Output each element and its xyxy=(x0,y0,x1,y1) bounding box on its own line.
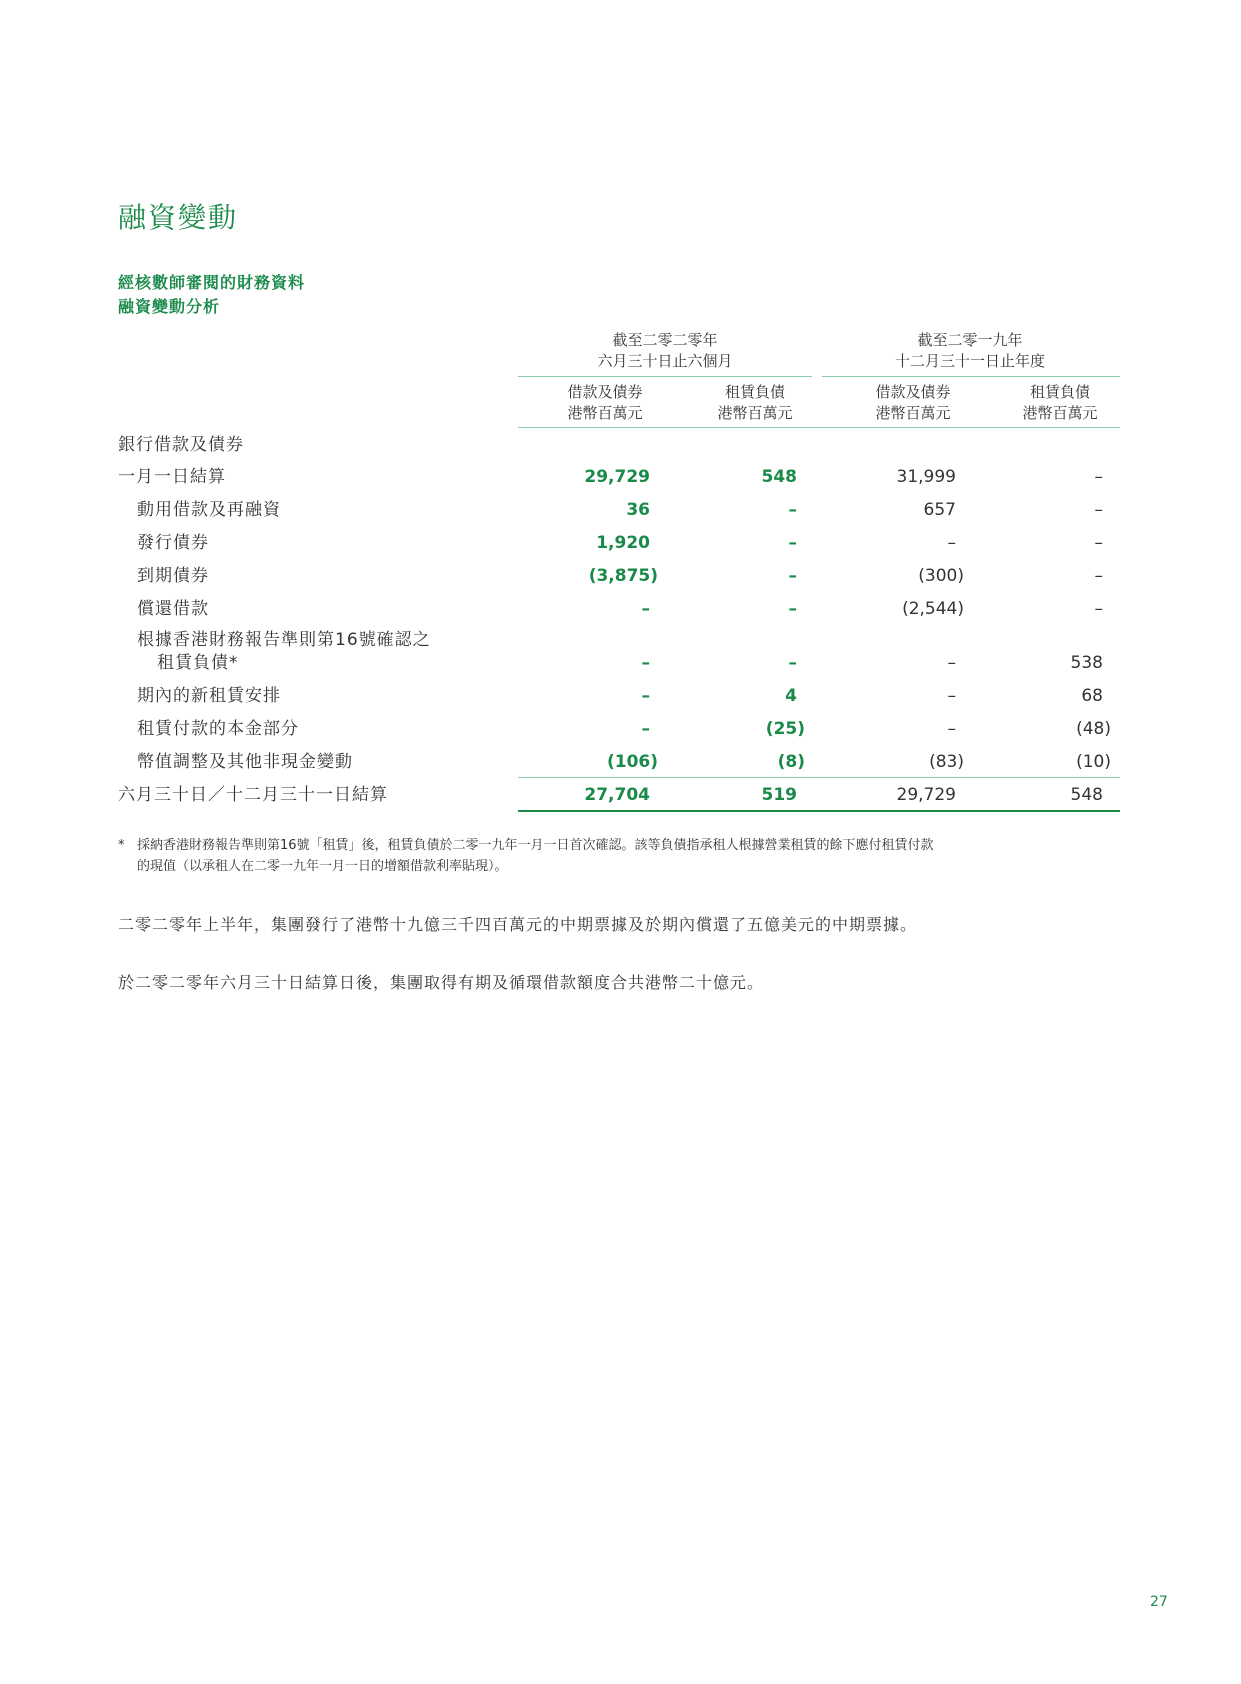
column-header-line2: 港幣百萬元 xyxy=(1022,404,1098,422)
cell-previous-lease: 68 xyxy=(1081,686,1103,706)
column-header-line2: 港幣百萬元 xyxy=(875,404,951,422)
row-label: 發行債券 xyxy=(137,533,209,553)
period-rule-current xyxy=(518,376,812,377)
cell-current-borrowings: 36 xyxy=(626,500,650,520)
page-number: 27 xyxy=(1150,1594,1168,1610)
cell-current-borrowings: 1,920 xyxy=(596,533,650,553)
period-header-current xyxy=(520,330,810,372)
column-header xyxy=(680,382,830,424)
cell-current-lease: 519 xyxy=(761,785,797,805)
body-paragraph: 二零二零年上半年，集團發行了港幣十九億三千四百萬元的中期票據及於期內償還了五億美元的中期票據。 xyxy=(118,915,918,934)
page-title: 融資變動 xyxy=(118,201,239,234)
cell-previous-borrowings: 31,999 xyxy=(896,467,956,487)
cell-current-borrowings: – xyxy=(641,653,650,673)
cell-previous-borrowings: (300) xyxy=(918,566,964,586)
cell-previous-lease: (48) xyxy=(1076,719,1111,739)
cell-previous-lease: 538 xyxy=(1070,653,1103,673)
cell-previous-borrowings: 657 xyxy=(923,500,956,520)
cell-previous-borrowings: – xyxy=(947,653,956,673)
period-current-line2: 六月三十日止六個月 xyxy=(597,352,733,370)
row-label: 到期債券 xyxy=(137,566,209,586)
cell-previous-borrowings: 29,729 xyxy=(896,785,956,805)
body-paragraph: 於二零二零年六月三十日結算日後，集團取得有期及循環借款額度合共港幣二十億元。 xyxy=(118,973,765,992)
cell-previous-borrowings: – xyxy=(947,533,956,553)
cell-current-lease: (25) xyxy=(765,719,805,739)
cell-previous-lease: – xyxy=(1094,566,1103,586)
column-header-line1: 借款及債券 xyxy=(875,383,951,401)
cell-current-borrowings: 27,704 xyxy=(584,785,650,805)
cell-current-borrowings: 29,729 xyxy=(584,467,650,487)
row-label: 租賃負債* xyxy=(157,653,239,673)
row-label: 期內的新租賃安排 xyxy=(137,686,281,706)
subtotal-rule xyxy=(518,777,1120,778)
footnote-marker: * xyxy=(118,838,125,853)
header-rule xyxy=(518,427,1120,428)
table-subtitle: 融資變動分析 xyxy=(118,297,221,316)
row-label: 一月一日結算 xyxy=(118,467,226,487)
section-subtitle: 經核數師審閱的財務資料 xyxy=(118,273,306,292)
cell-current-lease: – xyxy=(788,599,797,619)
row-label: 償還借款 xyxy=(137,599,209,619)
column-header xyxy=(838,382,988,424)
cell-previous-lease: 548 xyxy=(1070,785,1103,805)
column-header xyxy=(530,382,680,424)
cell-current-lease: – xyxy=(788,533,797,553)
row-label: 六月三十日／十二月三十一日結算 xyxy=(118,785,388,805)
cell-previous-borrowings: – xyxy=(947,719,956,739)
cell-previous-lease: – xyxy=(1094,599,1103,619)
footnote-line: 採納香港財務報告準則第16號「租賃」後，租賃負債於二零一九年一月一日首次確認。該等負債指承租人根據營業租賃的餘下應付租賃付款 xyxy=(137,838,934,853)
column-header-line2: 港幣百萬元 xyxy=(567,404,643,422)
cell-current-borrowings: – xyxy=(641,686,650,706)
cell-previous-borrowings: (83) xyxy=(929,752,964,772)
column-header-line1: 租賃負債 xyxy=(724,383,785,401)
cell-current-lease: 548 xyxy=(761,467,797,487)
row-label: 幣值調整及其他非現金變動 xyxy=(137,752,353,772)
section-label: 銀行借款及債券 xyxy=(118,435,244,455)
row-label: 租賃付款的本金部分 xyxy=(137,719,299,739)
cell-current-borrowings: (106) xyxy=(606,752,658,772)
cell-previous-lease: – xyxy=(1094,500,1103,520)
period-header-previous xyxy=(820,330,1120,372)
cell-current-lease: – xyxy=(788,653,797,673)
total-rule xyxy=(518,810,1120,812)
row-label: 根據香港財務報告準則第16號確認之 xyxy=(137,630,431,650)
period-previous-line2: 十二月三十一日止年度 xyxy=(894,352,1045,370)
row-label: 動用借款及再融資 xyxy=(137,500,281,520)
column-header xyxy=(985,382,1135,424)
cell-current-lease: – xyxy=(788,566,797,586)
cell-previous-lease: – xyxy=(1094,467,1103,487)
cell-current-borrowings: – xyxy=(641,599,650,619)
column-header-line1: 租賃負債 xyxy=(1029,383,1090,401)
cell-previous-borrowings: (2,544) xyxy=(902,599,964,619)
footnote-line: 的現值（以承租人在二零一九年一月一日的增額借款利率貼現）。 xyxy=(137,859,508,874)
period-previous-line1: 截至二零一九年 xyxy=(917,331,1023,349)
period-current-line1: 截至二零二零年 xyxy=(612,331,718,349)
column-header-line1: 借款及債券 xyxy=(567,383,643,401)
cell-previous-lease: – xyxy=(1094,533,1103,553)
cell-current-borrowings: – xyxy=(641,719,650,739)
cell-current-borrowings: (3,875) xyxy=(588,566,658,586)
cell-previous-borrowings: – xyxy=(947,686,956,706)
period-rule-previous xyxy=(822,376,1120,377)
cell-current-lease: 4 xyxy=(785,686,797,706)
cell-current-lease: (8) xyxy=(777,752,805,772)
column-header-line2: 港幣百萬元 xyxy=(717,404,793,422)
cell-current-lease: – xyxy=(788,500,797,520)
cell-previous-lease: (10) xyxy=(1076,752,1111,772)
